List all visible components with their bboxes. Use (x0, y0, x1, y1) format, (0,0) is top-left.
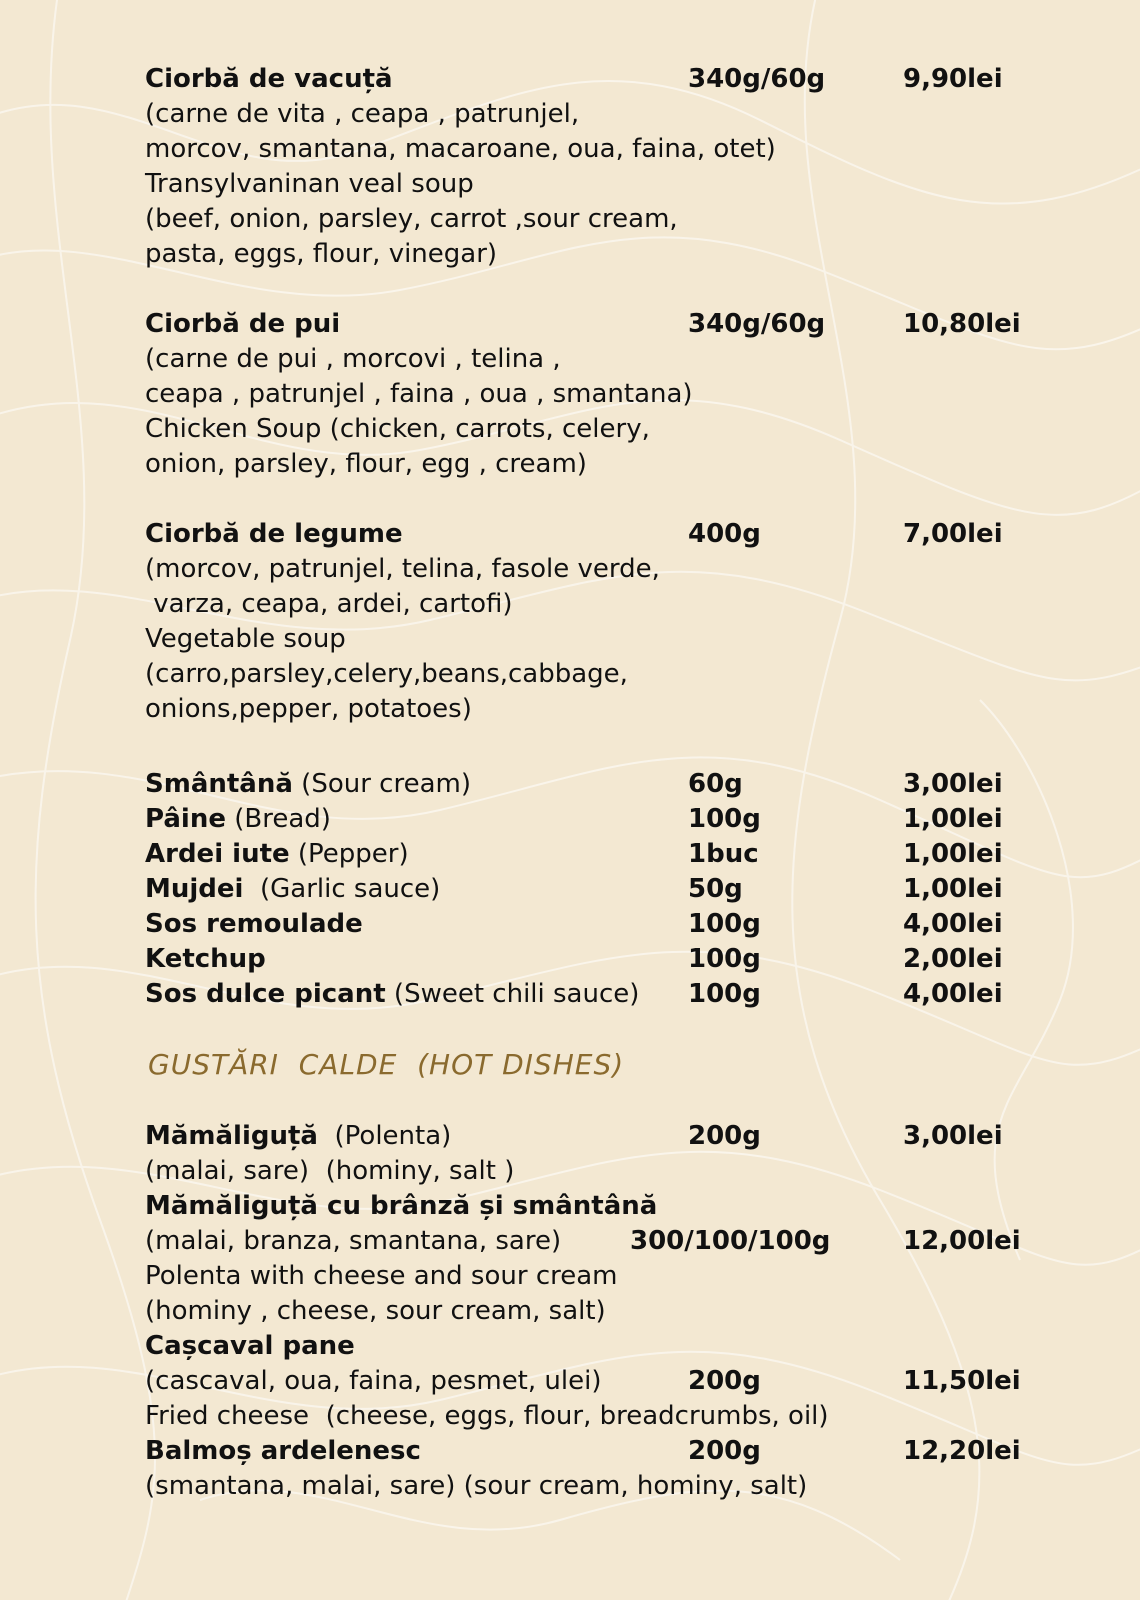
item-description-line: (carro,parsley,celery,beans,cabbage, (145, 659, 628, 689)
menu-item-row (0, 61, 1140, 97)
item-price: 3,00lei (903, 769, 1003, 799)
item-name: Pâine (145, 804, 226, 834)
item-note: (Sweet chili sauce) (385, 979, 640, 1009)
item-description-line: ceapa , patrunjel , faina , oua , smantana) (145, 379, 693, 409)
item-price: 11,50lei (903, 1366, 1021, 1396)
extra-item-row (0, 836, 1140, 872)
item-description-line: morcov, smantana, macaroane, oua, faina, otet) (145, 134, 776, 164)
item-note: (Sour cream) (292, 769, 471, 799)
item-name: Balmoș ardelenesc (145, 1436, 421, 1466)
extra-item-row (0, 801, 1140, 837)
item-name: Sos remoulade (145, 909, 363, 939)
item-price: 1,00lei (903, 874, 1003, 904)
item-ingredients: (malai, branza, smantana, sare) (145, 1226, 562, 1256)
item-price: 1,00lei (903, 804, 1003, 834)
menu-item-row (0, 306, 1140, 342)
item-weight: 200g (688, 1121, 761, 1151)
section-title: GUSTĂRI CALDE (HOT DISHES) (148, 1048, 625, 1081)
item-weight: 60g (688, 769, 743, 799)
item-name: Smântână (145, 769, 293, 799)
item-weight: 340g/60g (688, 64, 826, 94)
extra-item-row (0, 941, 1140, 977)
item-name: Ciorbă de legume (145, 519, 403, 549)
item-price: 10,80lei (903, 309, 1021, 339)
item-price: 1,00lei (903, 839, 1003, 869)
extra-item-row (0, 976, 1140, 1012)
item-note: (Garlic sauce) (243, 874, 441, 904)
item-description-line: (malai, sare) (hominy, salt ) (145, 1156, 515, 1186)
item-description-line: (carne de pui , morcovi , telina , (145, 344, 561, 374)
item-name: Mămăliguță cu brânză și smântână (145, 1191, 658, 1221)
item-description-line: (beef, onion, parsley, carrot ,sour cream, (145, 204, 678, 234)
item-weight: 50g (688, 874, 743, 904)
item-description-line: Vegetable soup (145, 624, 346, 654)
item-name: Ketchup (145, 944, 266, 974)
menu-item-row (0, 1188, 1140, 1224)
item-name: Ardei iute (145, 839, 290, 869)
menu-item-ingredients-row (0, 1363, 1140, 1399)
item-weight: 100g (688, 944, 761, 974)
item-price: 7,00lei (903, 519, 1003, 549)
item-note: (Pepper) (289, 839, 409, 869)
item-price: 3,00lei (903, 1121, 1003, 1151)
item-name: Cașcaval pane (145, 1331, 355, 1361)
item-weight: 300/100/100g (630, 1226, 831, 1256)
item-price: 12,00lei (903, 1226, 1021, 1256)
item-price: 4,00lei (903, 909, 1003, 939)
item-weight: 340g/60g (688, 309, 826, 339)
item-description-line: (hominy , cheese, sour cream, salt) (145, 1296, 606, 1326)
item-name: Ciorbă de vacuță (145, 64, 393, 94)
item-description-line: (morcov, patrunjel, telina, fasole verde, (145, 554, 660, 584)
menu-item-row (0, 1328, 1140, 1364)
item-ingredients: (cascaval, oua, faina, pesmet, ulei) (145, 1366, 602, 1396)
item-name: Sos dulce picant (145, 979, 386, 1009)
menu-item-row (0, 1433, 1140, 1469)
item-description-line: Transylvaninan veal soup (145, 169, 474, 199)
item-weight: 1buc (688, 839, 759, 869)
extra-item-row (0, 766, 1140, 802)
item-name: Mujdei (145, 874, 244, 904)
item-note: (Polenta) (317, 1121, 452, 1151)
menu-item-ingredients-row (0, 1223, 1140, 1259)
item-description-line: onions,pepper, potatoes) (145, 694, 472, 724)
menu-item-row (0, 1118, 1140, 1154)
item-weight: 100g (688, 909, 761, 939)
item-name: Mămăliguță (145, 1121, 318, 1151)
item-price: 2,00lei (903, 944, 1003, 974)
extra-item-row (0, 871, 1140, 907)
item-description-line: onion, parsley, flour, egg , cream) (145, 449, 587, 479)
item-price: 9,90lei (903, 64, 1003, 94)
item-description-line: Chicken Soup (chicken, carrots, celery, (145, 414, 650, 444)
item-weight: 100g (688, 804, 761, 834)
menu-item-row (0, 516, 1140, 552)
item-weight: 200g (688, 1366, 761, 1396)
item-price: 4,00lei (903, 979, 1003, 1009)
item-weight: 100g (688, 979, 761, 1009)
item-description-line: varza, ceapa, ardei, cartofi) (145, 589, 513, 619)
item-description-line: Fried cheese (cheese, eggs, flour, breadcrumbs, oil) (145, 1401, 829, 1431)
item-name: Ciorbă de pui (145, 309, 341, 339)
item-price: 12,20lei (903, 1436, 1021, 1466)
item-weight: 400g (688, 519, 761, 549)
item-description-line: pasta, eggs, flour, vinegar) (145, 239, 498, 269)
item-description-line: Polenta with cheese and sour cream (145, 1261, 618, 1291)
item-description-line: (smantana, malai, sare) (sour cream, hominy, salt) (145, 1471, 808, 1501)
item-note: (Bread) (225, 804, 331, 834)
extra-item-row (0, 906, 1140, 942)
item-description-line: (carne de vita , ceapa , patrunjel, (145, 99, 580, 129)
item-weight: 200g (688, 1436, 761, 1466)
